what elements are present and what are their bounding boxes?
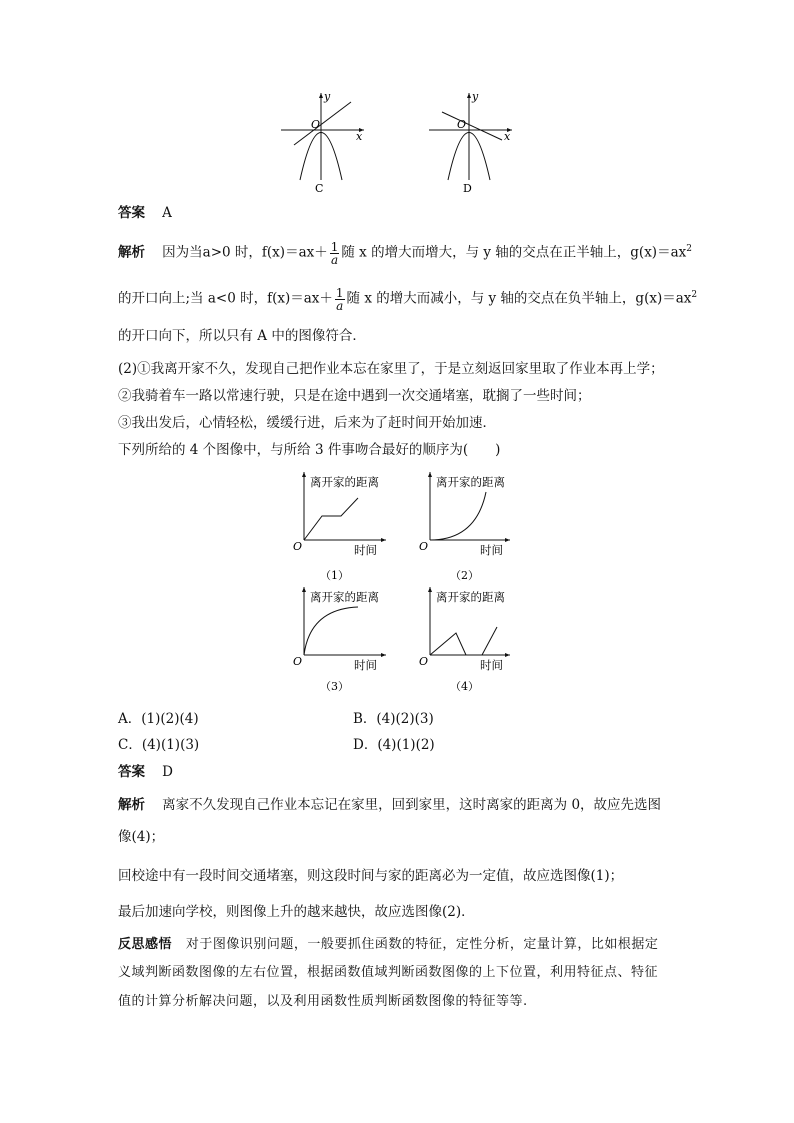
graph-2 <box>402 468 517 586</box>
origin-label: O <box>419 540 429 553</box>
y-axis-label: 离开家的距离 <box>436 475 505 489</box>
x-axis-label: 时间 <box>480 658 503 672</box>
analysis-text: a>0 时， <box>202 244 262 261</box>
origin-label: O <box>293 540 303 553</box>
graph-letter: C <box>315 182 324 195</box>
superscript: 2 <box>686 244 692 254</box>
reflection-text: 对于图像识别问题，一般要抓住函数的特征，定性分析，定量计算，比如根据定 <box>185 937 659 952</box>
analysis-label: 解析 <box>118 797 145 813</box>
origin-label: O <box>457 118 467 131</box>
reflection-line-1 <box>118 935 658 955</box>
origin-label: O <box>293 655 303 668</box>
question-2-line-2: ②我骑着车一路以常速行驶，只是在途中遇到一次交通堵塞，耽搁了一些时间； <box>118 388 591 404</box>
graph-3 <box>278 583 393 701</box>
y-axis-label: 离开家的距离 <box>310 475 379 489</box>
analysis-text: 离家不久发现自己作业本忘记在家里，回到家里，这时离家的距离为 0，故应先选图 <box>162 797 662 813</box>
graph-caption: （1） <box>320 569 349 582</box>
analysis-2-line-3: 回校途中有一段时间交通堵塞，则这段时间与家的距离必为一定值，故应选图像(1)； <box>118 868 624 884</box>
reflection-line-2: 义域判断函数图像的左右位置，根据函数值域判断函数图像的上下位置，利用特征点、特征 <box>118 965 659 980</box>
answer-1 <box>118 203 172 223</box>
graph-caption: （2） <box>450 569 479 582</box>
graph-letter: D <box>463 182 472 195</box>
option-a: A．(1)(2)(4) <box>118 711 199 727</box>
analysis-1-line-3: 的开口向下，所以只有 A 中的图像符合． <box>118 328 366 344</box>
x-axis-label: 时间 <box>354 658 377 672</box>
question-2-line-4: 下列所给的 4 个图像中，与所给 3 件事吻合最好的顺序为( ) <box>118 442 501 458</box>
analysis-1-line-1 <box>118 234 692 267</box>
question-2-line-1: (2)①我离开家不久，发现自己把作业本忘在家里了，于是立刻返回家里取了作业本再上学； <box>118 361 664 377</box>
origin-label: O <box>419 655 429 668</box>
superscript: 2 <box>691 290 698 300</box>
answer-value: A <box>162 205 172 221</box>
x-axis-label: 时间 <box>354 543 377 557</box>
analysis-text: 的开口向上;当 a<0 时，f(x)＝ax＋ <box>118 290 333 307</box>
fraction: $\frac{1}{a}$ <box>330 239 339 267</box>
reflection-label: 反思感悟 <box>118 937 173 952</box>
question-2-line-3: ③我出发后，心情轻松，缓缓行进，后来为了赶时间开始加速． <box>118 415 496 431</box>
axis-x-label: x <box>504 130 511 143</box>
graph-1 <box>278 468 393 586</box>
answer-value: D <box>162 764 173 780</box>
graph-caption: （3） <box>320 680 349 693</box>
graph-c <box>276 90 366 198</box>
axis-x-label: x <box>356 130 363 143</box>
x-axis-label: 时间 <box>480 543 503 557</box>
graph-d <box>424 90 516 198</box>
axis-y-label: y <box>324 90 331 103</box>
graph-caption: （4） <box>450 680 479 693</box>
analysis-text: 随 x 的增大而增大，与 y 轴的交点在正半轴上，g(x)＝ax <box>341 244 687 261</box>
analysis-text: 随 x 的增大而减小，与 y 轴的交点在负半轴上，g(x)＝ax <box>346 290 692 307</box>
analysis-text: f(x)＝ax＋ <box>261 244 328 261</box>
reflection-line-3: 值的计算分析解决问题，以及利用函数性质判断函数图像的特征等等. <box>118 994 528 1009</box>
analysis-1-line-2 <box>118 280 698 313</box>
fraction: $\frac{1}{a}$ <box>335 285 344 313</box>
option-c: C．(4)(1)(3) <box>118 737 200 753</box>
option-d: D．(4)(1)(2) <box>353 737 435 753</box>
origin-label: O <box>311 118 321 131</box>
analysis-text: 因为当 <box>162 244 203 261</box>
answer-2 <box>118 762 173 782</box>
option-b: B．(4)(2)(3) <box>353 711 434 727</box>
y-axis-label: 离开家的距离 <box>310 590 379 604</box>
analysis-2-line-1 <box>118 795 661 815</box>
analysis-label: 解析 <box>118 244 145 261</box>
graph-4 <box>402 583 517 701</box>
answer-label: 答案 <box>118 205 145 221</box>
analysis-2-line-4: 最后加速向学校，则图像上升的越来越快，故应选图像(2)． <box>118 904 475 920</box>
answer-label: 答案 <box>118 764 145 780</box>
axis-y-label: y <box>472 90 479 103</box>
y-axis-label: 离开家的距离 <box>436 590 505 604</box>
analysis-2-line-2: 像(4)； <box>118 829 165 845</box>
